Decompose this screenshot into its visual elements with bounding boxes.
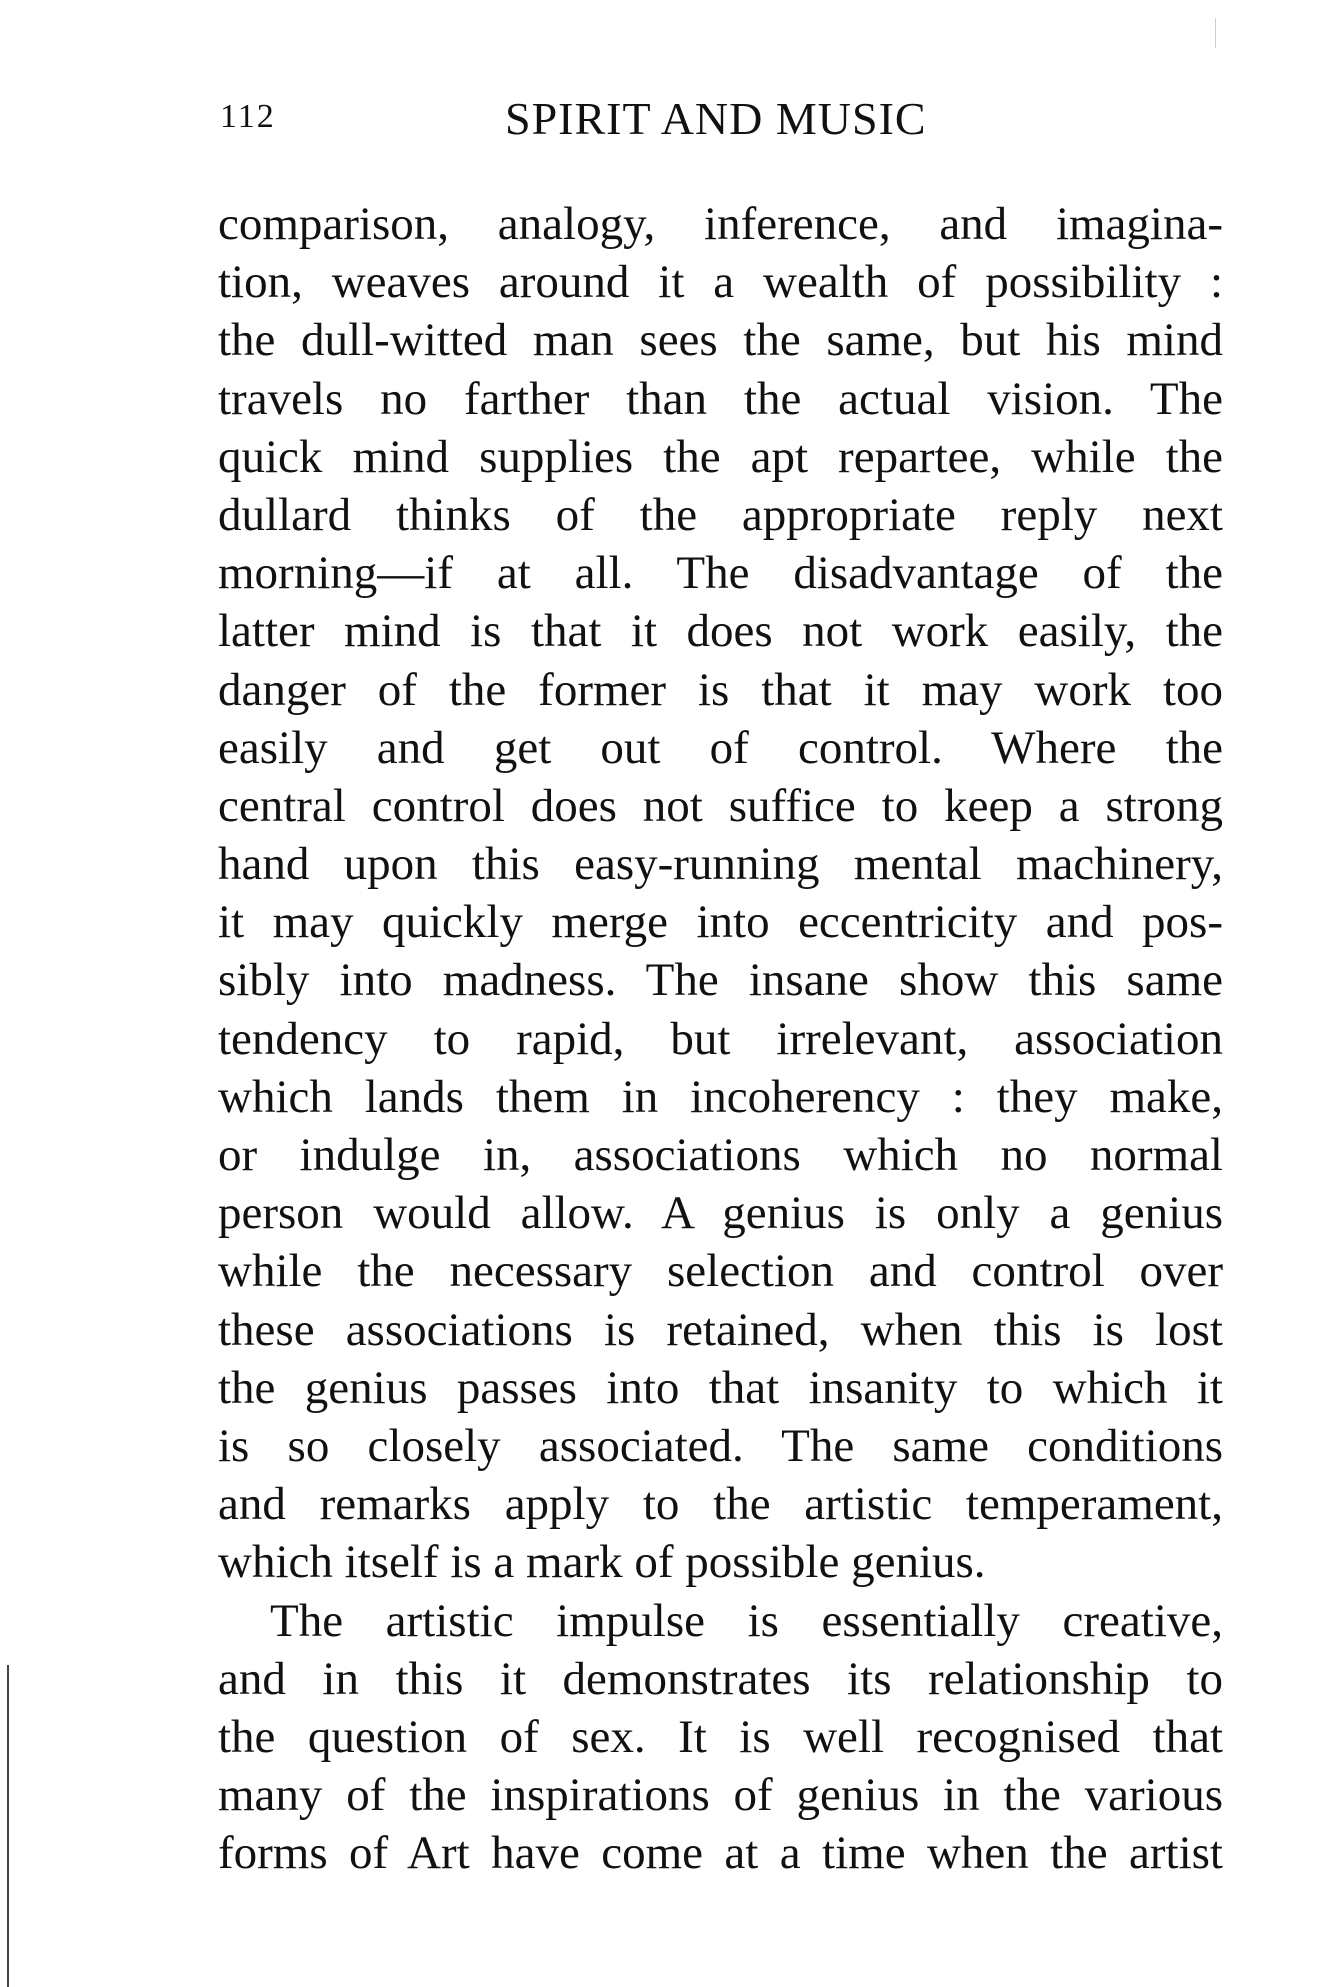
text-line: quick mind supplies the apt repartee, while the: [218, 430, 1223, 483]
text-line: latter mind is that it does not work easily, the: [218, 605, 1223, 658]
page-number: 112: [220, 98, 276, 135]
scan-gutter-mark: [1215, 18, 1216, 48]
running-head: [220, 92, 1220, 152]
text-line: it may quickly merge into eccentricity and pos-: [218, 896, 1223, 949]
text-line: and remarks apply to the artistic temperament,: [218, 1478, 1223, 1531]
text-line: these associations is retained, when this is lost: [218, 1303, 1223, 1356]
text-line: tion, weaves around it a wealth of possibility :: [218, 256, 1223, 309]
text-line: sibly into madness. The insane show this same: [218, 954, 1223, 1007]
text-line: central control does not suffice to keep a strong: [218, 779, 1223, 832]
text-line: the genius passes into that insanity to which it: [218, 1361, 1223, 1414]
paragraph-first-line: The artistic impulse is essentially creative,: [270, 1594, 1223, 1647]
text-line: is so closely associated. The same conditions: [218, 1419, 1223, 1472]
text-line: while the necessary selection and control over: [218, 1245, 1223, 1298]
text-line: which itself is a mark of possible genius.: [218, 1536, 986, 1589]
text-line: travels no farther than the actual vision. The: [218, 372, 1223, 425]
text-line: easily and get out of control. Where the: [218, 721, 1223, 774]
running-title: SPIRIT AND MUSIC: [505, 93, 927, 144]
text-line: the question of sex. It is well recognised that: [218, 1710, 1223, 1763]
text-line: morning—if at all. The disadvantage of the: [218, 547, 1223, 600]
text-line: tendency to rapid, but irrelevant, association: [218, 1012, 1223, 1065]
text-line: and in this it demonstrates its relationship to: [218, 1652, 1223, 1705]
text-line: many of the inspirations of genius in the various: [218, 1769, 1223, 1822]
text-line: hand upon this easy-running mental machinery,: [218, 838, 1223, 891]
scan-margin-rule: [7, 1665, 9, 1987]
text-line: danger of the former is that it may work too: [218, 663, 1223, 716]
text-line: forms of Art have come at a time when the artist: [218, 1827, 1223, 1880]
text-line: comparison, analogy, inference, and imagina-: [218, 198, 1223, 250]
text-line: dullard thinks of the appropriate reply next: [218, 488, 1223, 541]
body-text: [218, 195, 1223, 1882]
text-line: which lands them in incoherency : they make,: [218, 1070, 1223, 1123]
text-line: person would allow. A genius is only a genius: [218, 1187, 1223, 1240]
text-line: the dull-witted man sees the same, but his mind: [218, 314, 1223, 367]
text-line: or indulge in, associations which no normal: [218, 1129, 1223, 1181]
